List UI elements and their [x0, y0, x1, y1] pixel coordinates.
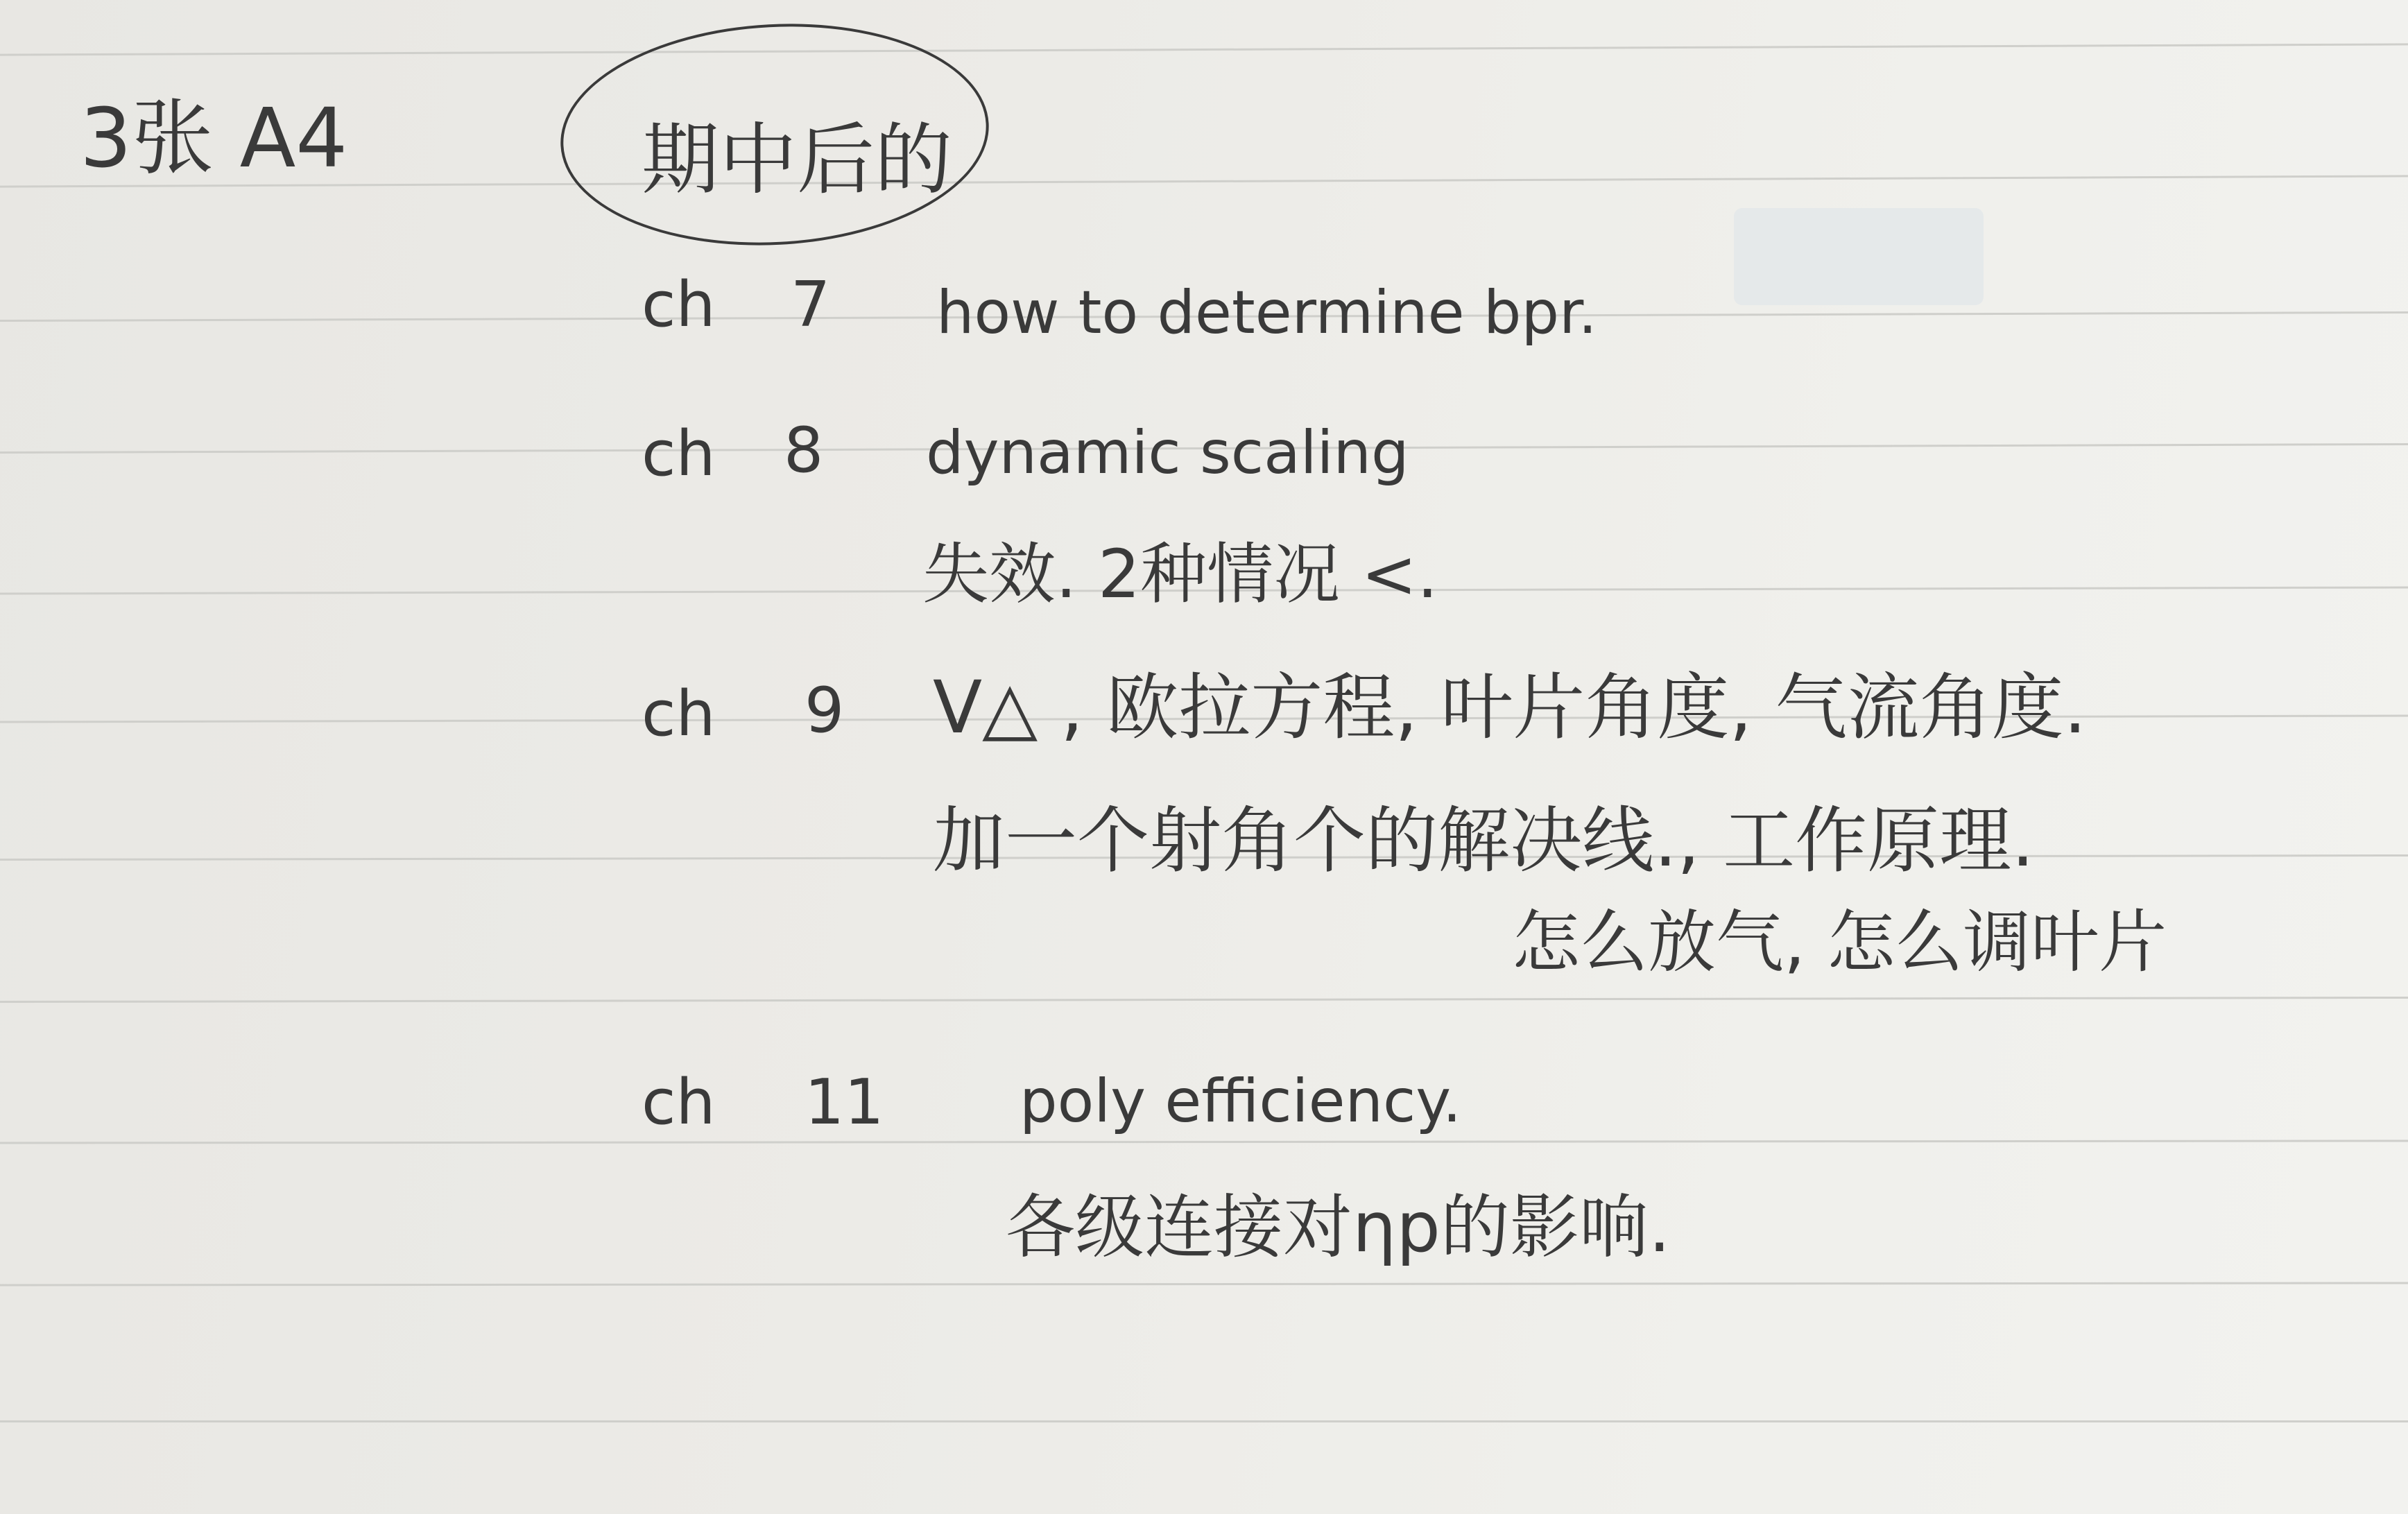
ruled-line [0, 1139, 2408, 1144]
ruled-line [0, 1420, 2408, 1422]
chapter-note: 各级连接对ηp的影响. [1006, 1187, 1671, 1268]
chapter-label: ch [642, 268, 716, 341]
chapter-number: 7 [791, 268, 831, 341]
chapter-number: 11 [805, 1066, 884, 1139]
chapter-number: 9 [805, 674, 845, 747]
page-title: 期中后的 [642, 115, 952, 205]
chapter-label: ch [642, 418, 716, 490]
chapter-note: how to determine bpr. [936, 278, 1597, 347]
chapter-note: 失效. 2种情况 <. [922, 535, 1438, 613]
bleed-through-mark [1734, 208, 1984, 305]
sheet-count: 3张 A4 [80, 90, 348, 186]
chapter-note: dynamic scaling [926, 418, 1409, 488]
ruled-line [0, 43, 2408, 55]
chapter-note: poly efficiency. [1020, 1067, 1462, 1136]
chapter-note: V△ , 欧拉方程, 叶片角度, 气流角度. [933, 665, 2087, 750]
chapter-label: ch [642, 1066, 716, 1139]
chapter-number: 8 [784, 414, 824, 487]
ruled-line [0, 175, 2408, 187]
chapter-note: 加一个射角个的解决线., 工作原理. [933, 798, 2035, 883]
chapter-label: ch [642, 678, 716, 750]
chapter-note: 怎么放气, 怎么调叶片 [1512, 903, 2167, 982]
ruled-line [0, 997, 2408, 1003]
ruled-line [0, 1282, 2408, 1286]
